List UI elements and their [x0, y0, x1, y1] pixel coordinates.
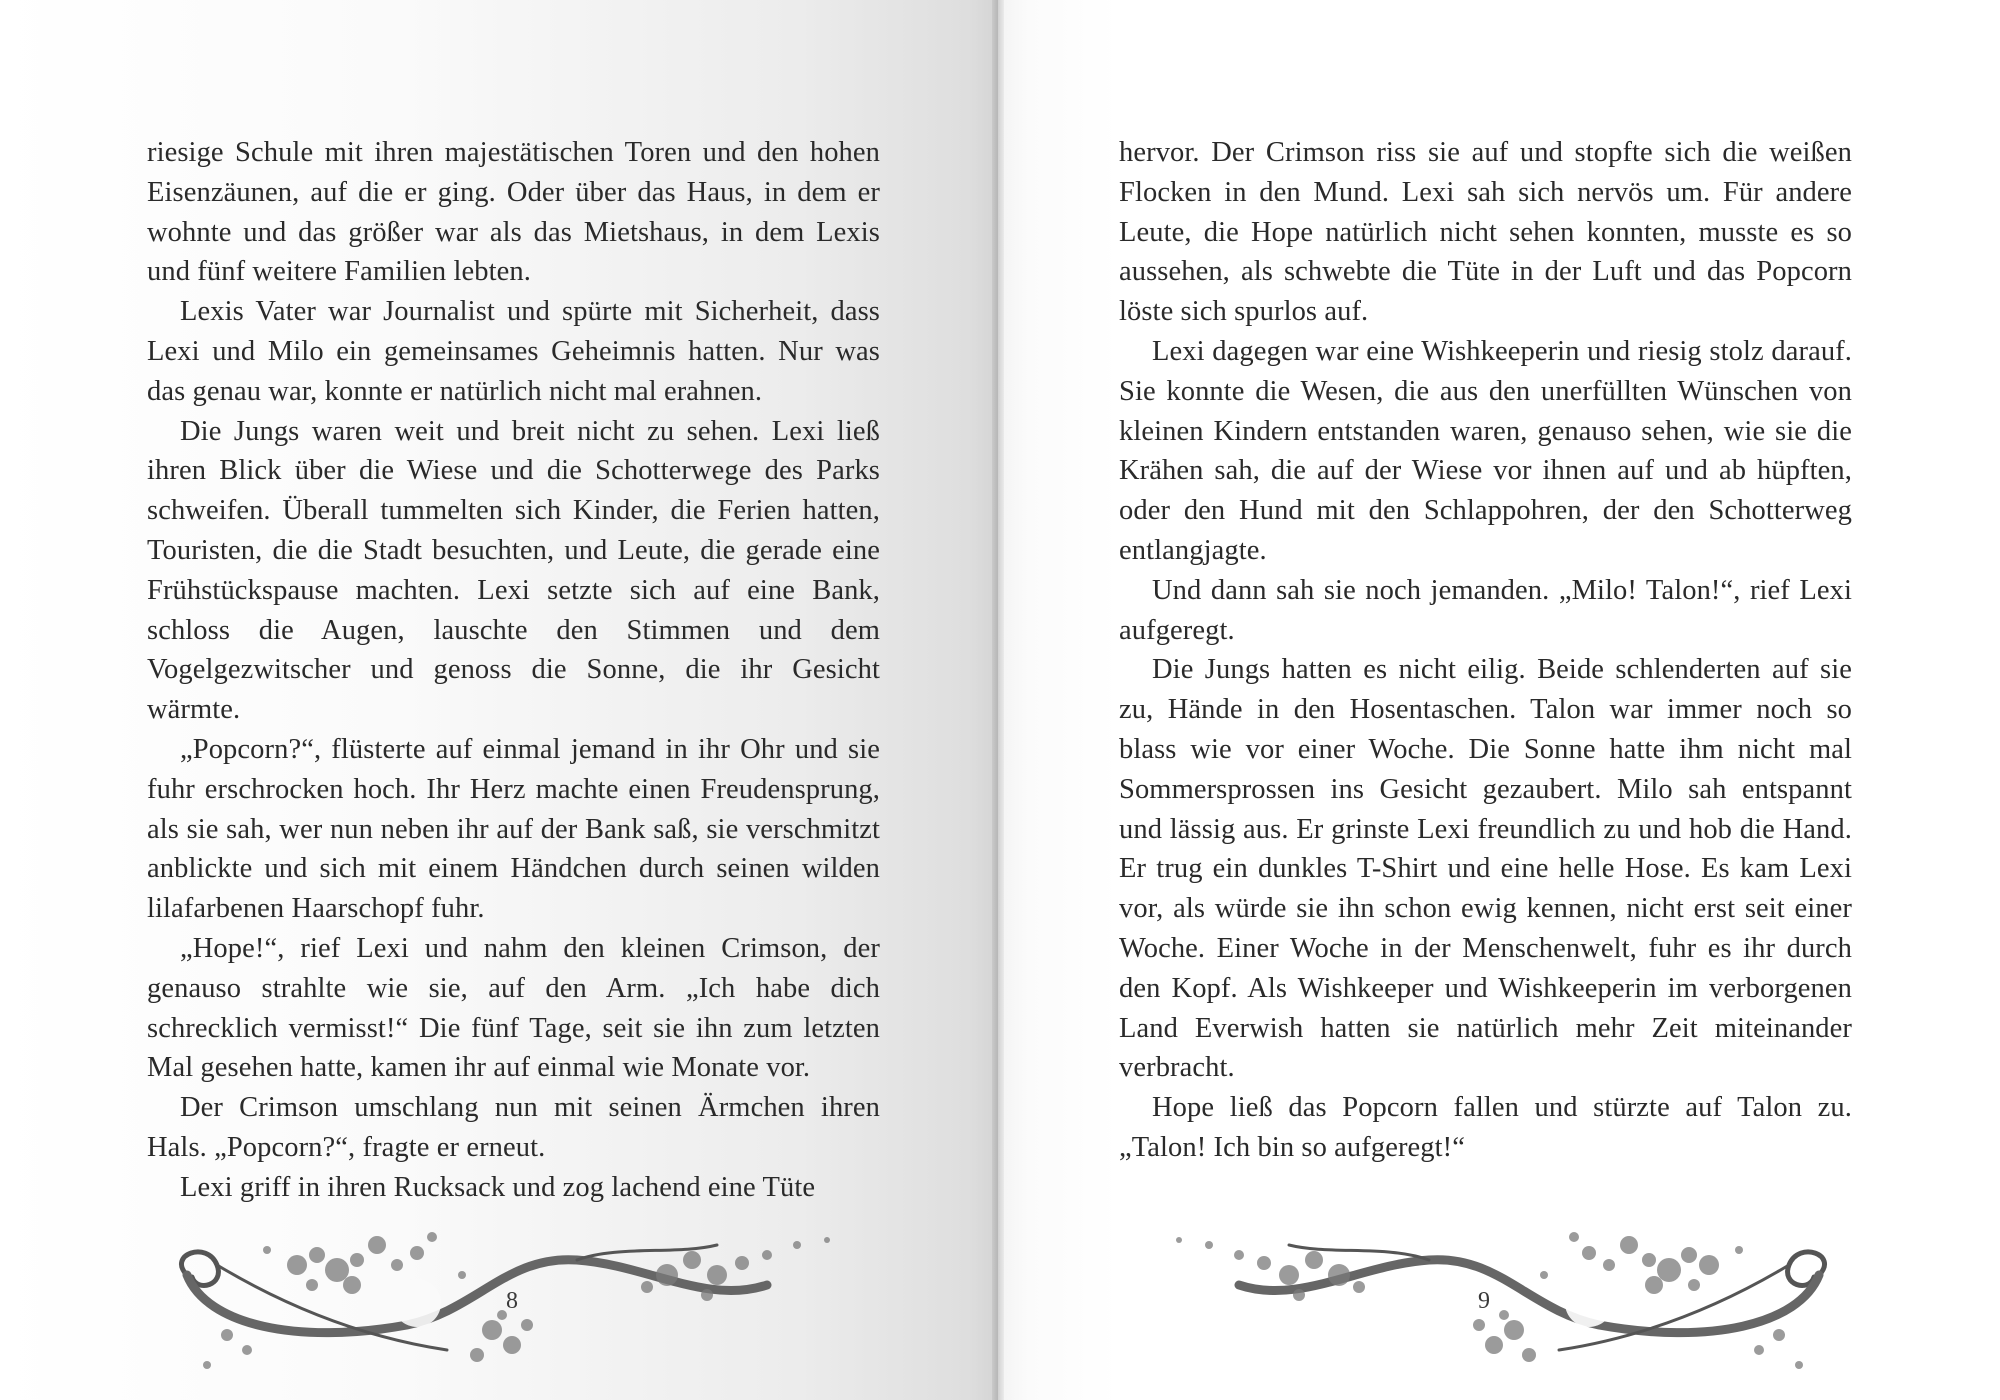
paragraph: Lexis Vater war Journalist und spürte mit Sicherheit, dass Lexi und Milo ein gemeinsames Geheimnis hatten. Nur was das genau war, konnte er natürlich nicht mal erahnen.	[147, 296, 880, 407]
paragraph: Lexi griff in ihren Rucksack und zog lachend eine Tüte	[180, 1171, 816, 1203]
right-page	[998, 0, 2000, 1400]
paragraph: Lexi dagegen war eine Wishkeeperin und riesig stolz darauf. Sie konnte die Wesen, die aus den unerfüllten Wünschen von kleinen Kindern entstanden waren, genauso sehen, wie sie die Krähen sah, die auf der Wiese vor ihnen auf und ab hüpften, oder den Hund mit den Schlappohren, der den Schotterweg entlangjagte.	[1119, 335, 1852, 566]
paragraph: Die Jungs waren weit und breit nicht zu sehen. Lexi ließ ihren Blick über die Wiese und die Schotterwege des Parks schweifen. Überall tummelten sich Kinder, die Ferien hatten, Touristen, die die Stadt besuchten, und Leute, die gerade eine Frühstückspause machten. Lexi setzte sich auf eine Bank, schloss die Augen, lauschte den Stimmen und dem Vogelgezwitscher und genoss die Sonne, die ihr Gesicht wärmte.	[147, 415, 880, 726]
paragraph: „Hope!“, rief Lexi und nahm den kleinen Crimson, der genauso strahlte wie sie, auf den Arm. „Ich habe dich schrecklich vermisst!“ Die fünf Tage, seit sie ihn zum letzten Mal gesehen hatte, kamen ihr auf einmal wie Monate vor.	[147, 932, 880, 1084]
paragraph: „Popcorn?“, flüsterte auf einmal jemand in ihr Ohr und sie fuhr erschrocken hoch. Ihr Herz machte einen Freudensprung, als sie sah, wer nun neben ihr auf der Bank saß, sie verschmitzt anblickte und sich mit einem Händchen durch seinen wilden lilafarbenen Haarschopf fuhr.	[147, 733, 880, 925]
right-page-text	[1119, 133, 1852, 1168]
page-number: 8	[506, 1288, 518, 1314]
book-gutter	[992, 0, 1004, 1400]
paragraph: Und dann sah sie noch jemanden. „Milo! Talon!“, rief Lexi aufgeregt.	[1119, 574, 1852, 646]
left-page	[0, 0, 998, 1400]
paragraph: riesige Schule mit ihren majestätischen Toren und den hohen Eisenzäunen, auf die er ging. Oder über das Haus, in dem er wohnte und das größer war als das Mietshaus, in dem Lexis und fünf weitere Familien lebten.	[147, 137, 880, 288]
page-number: 9	[1478, 1288, 1490, 1314]
paragraph: Die Jungs hatten es nicht eilig. Beide schlenderten auf sie zu, Hände in den Hosentaschen. Talon war immer noch so blass wie vor einer Woche. Die Sonne hatte ihm nicht mal Sommersprossen ins Gesicht gezaubert. Milo sah entspannt und lässig aus. Er grinste Lexi freundlich zu und hob die Hand. Er trug ein dunkles T-Shirt und eine helle Hose. Es kam Lexi vor, als würde sie ihn schon ewig kennen, nicht erst seit einer Woche. Einer Woche in der Menschenwelt, fuhr es ihr durch den Kopf. Als Wishkeeper und Wishkeeperin im verborgenen Land Everwish hatten sie natürlich mehr Zeit miteinander verbracht.	[1119, 654, 1852, 1084]
left-page-text	[147, 133, 880, 1208]
paragraph: Hope ließ das Popcorn fallen und stürzte auf Talon zu. „Talon! Ich bin so aufgeregt!“	[1119, 1092, 1852, 1163]
paragraph: Der Crimson umschlang nun mit seinen Ärmchen ihren Hals. „Popcorn?“, fragte er erneut.	[147, 1092, 880, 1163]
paragraph: hervor. Der Crimson riss sie auf und stopfte sich die weißen Flocken in den Mund. Lexi sah sich nervös um. Für andere Leute, die Hope natürlich nicht sehen konnten, musste es so aussehen, als schwebte die Tüte in der Luft und das Popcorn löste sich spurlos auf.	[1119, 137, 1852, 328]
